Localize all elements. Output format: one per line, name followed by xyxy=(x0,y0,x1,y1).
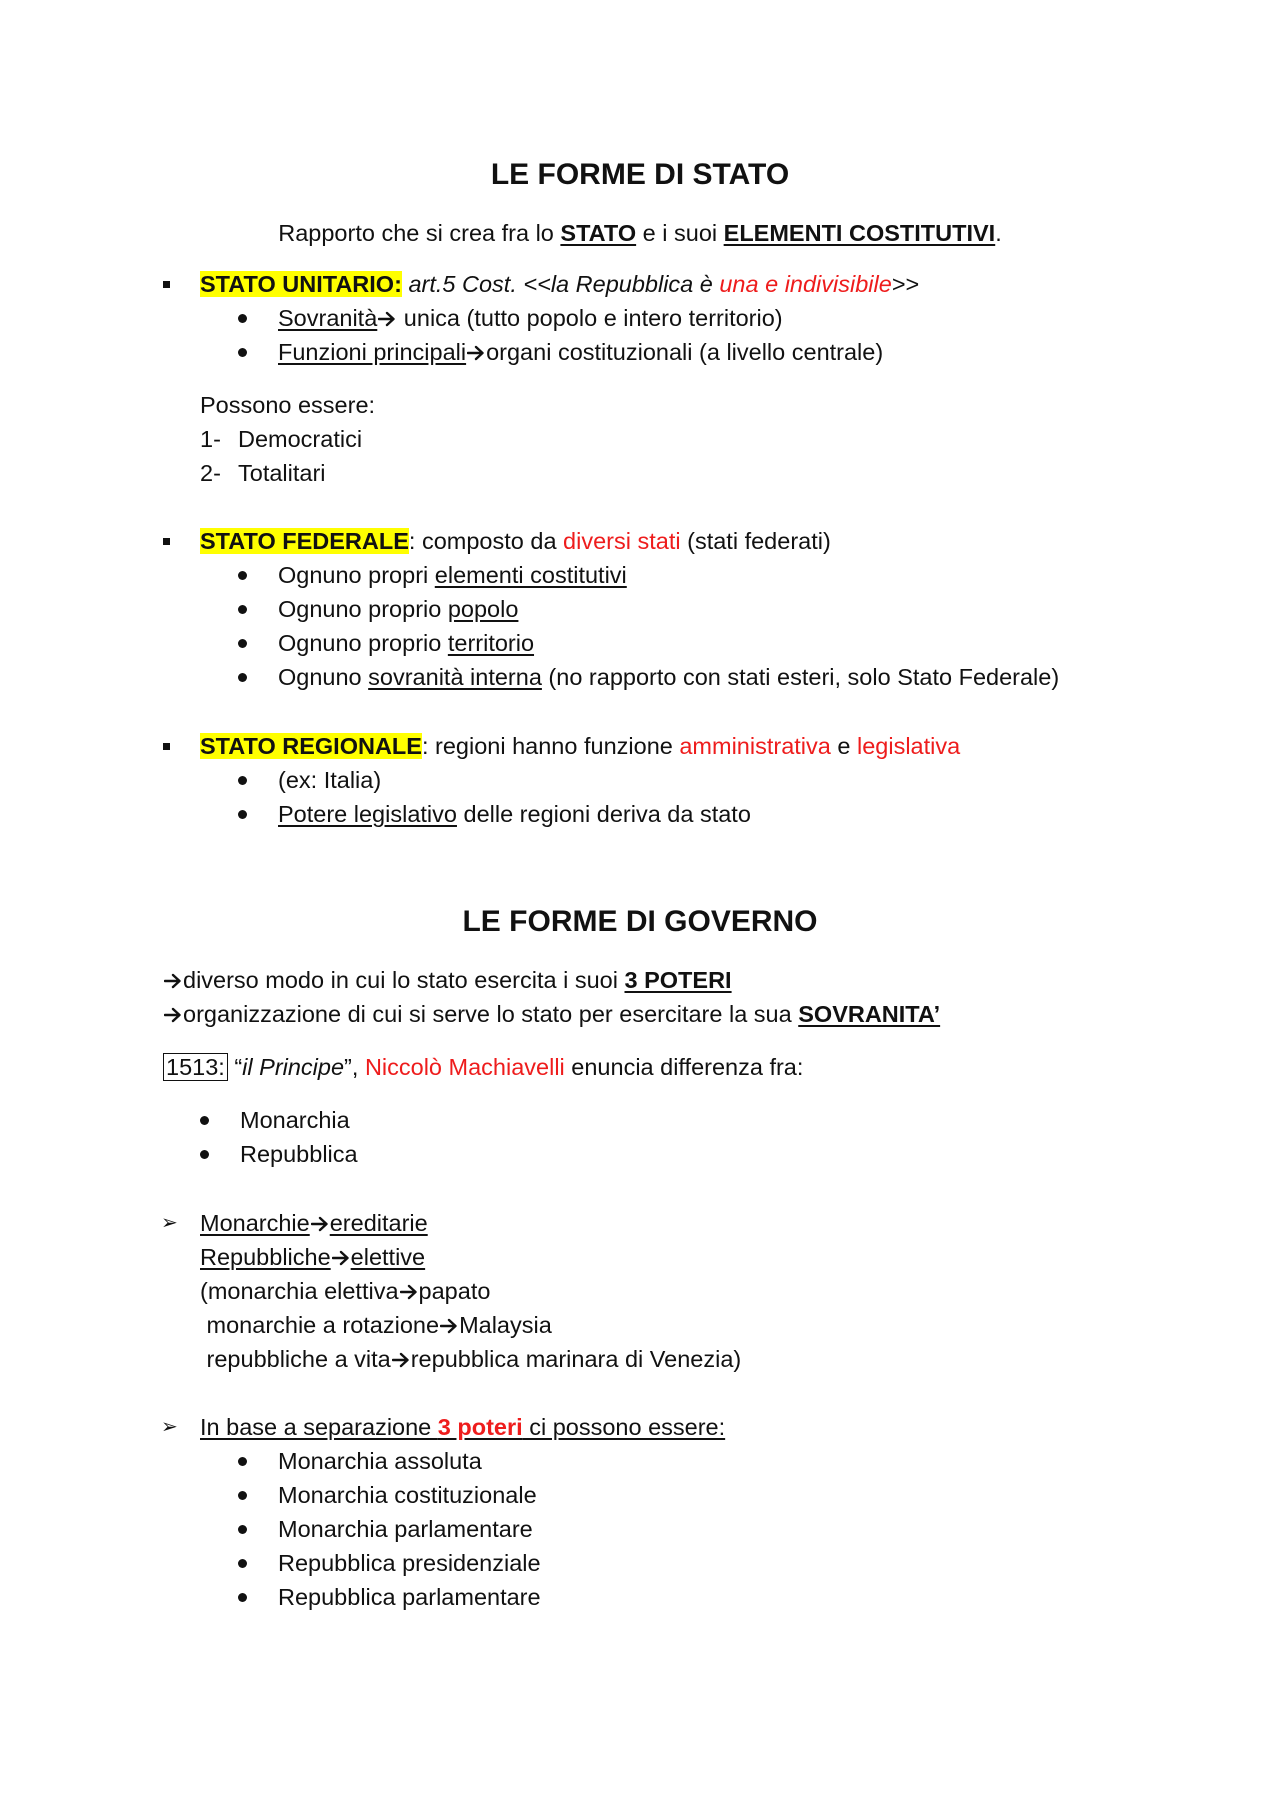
unitario-label: STATO UNITARIO: xyxy=(200,271,402,297)
elettive-line-1: Monarchie ereditarie xyxy=(200,1210,428,1236)
regionale-label: STATO REGIONALE xyxy=(200,733,422,759)
dot-bullet-icon xyxy=(238,1479,247,1511)
principe-line: 1513: “il Principe”, Niccolò Machiavelli enuncia differenza fra: xyxy=(163,1051,803,1083)
list-item: Monarchia parlamentare xyxy=(278,1516,533,1542)
square-bullet-icon xyxy=(163,525,170,557)
arrow-right-icon xyxy=(164,973,182,989)
stato-intro: Rapporto che si crea fra lo STATO e i suoi ELEMENTI COSTITUTIVI. xyxy=(278,220,1002,246)
list-item: Repubblica xyxy=(240,1141,358,1167)
list-item: Ognuno propri elementi costitutivi xyxy=(278,562,627,588)
possono-essere: Possono essere: xyxy=(200,392,376,418)
elettive-line-2: Repubbliche elettive xyxy=(200,1244,426,1270)
dot-bullet-icon xyxy=(238,764,247,796)
dot-bullet-icon xyxy=(200,1104,209,1136)
list-item: Ognuno proprio territorio xyxy=(278,630,535,656)
elementi-keyword: ELEMENTI COSTITUTIVI xyxy=(723,220,996,246)
separazione-line: In base a separazione 3 poteri ci possono essere: xyxy=(200,1414,726,1440)
unitario-red-text: una e indivisibile xyxy=(719,271,892,297)
dot-bullet-icon xyxy=(238,1445,247,1477)
dot-bullet-icon xyxy=(238,661,247,693)
arrow-right-icon xyxy=(378,311,396,327)
dot-bullet-icon xyxy=(238,1581,247,1613)
list-item: Funzioni principali organi costituzionali (a livello centrale) xyxy=(278,339,884,365)
author-name: Niccolò Machiavelli xyxy=(364,1054,565,1080)
dot-bullet-icon xyxy=(238,593,247,625)
list-item: Ognuno sovranità interna (no rapporto con stati esteri, solo Stato Federale) xyxy=(278,664,1060,690)
dot-bullet-icon xyxy=(200,1138,209,1170)
dot-bullet-icon xyxy=(238,559,247,591)
list-item: Sovranità unica (tutto popolo e intero territorio) xyxy=(278,305,783,331)
triangle-bullet-icon: ➢ xyxy=(161,1212,178,1234)
regionale-line: STATO REGIONALE: regioni hanno funzione amministrativa e legislativa xyxy=(200,733,961,759)
dot-bullet-icon xyxy=(238,798,247,830)
elettive-line-5: repubbliche a vita repubblica marinara di Venezia) xyxy=(200,1346,742,1372)
arrow-right-icon xyxy=(392,1352,410,1368)
stato-title: LE FORME DI STATO xyxy=(490,158,790,191)
elettive-line-4: monarchie a rotazione Malaysia xyxy=(200,1312,552,1338)
dot-bullet-icon xyxy=(238,302,247,334)
arrow-right-icon xyxy=(164,1007,182,1023)
list-item: Monarchia assoluta xyxy=(278,1448,482,1474)
dot-bullet-icon xyxy=(238,1547,247,1579)
numbered-item: 2- Totalitari xyxy=(200,460,326,486)
list-item: Potere legislativo delle regioni deriva da stato xyxy=(278,801,751,827)
list-item: Repubblica presidenziale xyxy=(278,1550,541,1576)
square-bullet-icon xyxy=(163,268,170,300)
federale-line: STATO FEDERALE: composto da diversi stati (stati federati) xyxy=(200,528,831,554)
unitario-line: STATO UNITARIO: art.5 Cost. <<la Repubblica è una e indivisibile>> xyxy=(200,271,920,297)
arrow-right-icon xyxy=(332,1250,350,1266)
stato-keyword: STATO xyxy=(560,220,637,246)
dot-bullet-icon xyxy=(238,627,247,659)
numbered-item: 1- Democratici xyxy=(200,426,363,452)
list-item: Monarchia xyxy=(240,1107,350,1133)
arrow-right-icon xyxy=(440,1318,458,1334)
list-item: (ex: Italia) xyxy=(278,767,382,793)
arrow-right-icon xyxy=(467,345,485,361)
list-item: Repubblica parlamentare xyxy=(278,1584,541,1610)
triangle-bullet-icon: ➢ xyxy=(161,1416,178,1438)
arrow-right-icon xyxy=(400,1284,418,1300)
arrow-right-icon xyxy=(311,1216,329,1232)
governo-line-1: diverso modo in cui lo stato esercita i suoi 3 POTERI xyxy=(163,964,732,996)
list-item: Monarchia costituzionale xyxy=(278,1482,537,1508)
elettive-line-3: (monarchia elettiva papato xyxy=(200,1278,491,1304)
governo-line-2: organizzazione di cui si serve lo stato per esercitare la sua SOVRANITA’ xyxy=(163,998,940,1030)
list-item: Ognuno proprio popolo xyxy=(278,596,519,622)
dot-bullet-icon xyxy=(238,336,247,368)
year-box: 1513: xyxy=(163,1053,228,1081)
square-bullet-icon xyxy=(163,730,170,762)
federale-label: STATO FEDERALE xyxy=(200,528,409,554)
dot-bullet-icon xyxy=(238,1513,247,1545)
governo-title: LE FORME DI GOVERNO xyxy=(462,905,818,938)
